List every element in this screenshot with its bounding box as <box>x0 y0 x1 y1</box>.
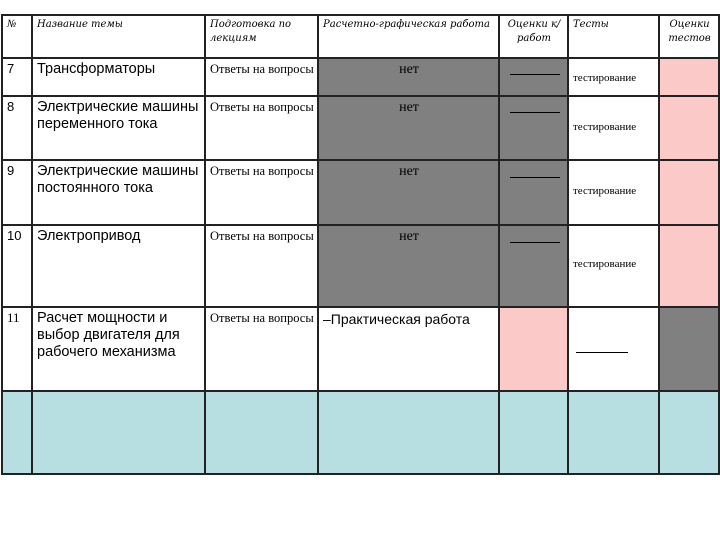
empty-cell <box>32 391 205 474</box>
topic-cell: Электрические машины переменного тока <box>32 96 205 160</box>
rgr-cell <box>318 225 499 307</box>
rgr-value: нет <box>399 100 419 115</box>
header-rgr: Расчетно-графическая работа <box>318 15 499 58</box>
tests-value: тестирование <box>573 258 637 270</box>
tests-cell <box>568 225 659 307</box>
empty-cell <box>499 391 568 474</box>
rgr-cell <box>318 58 499 96</box>
header-grades-tests: Оценки тестов <box>659 15 719 58</box>
empty-cell <box>205 391 318 474</box>
prep-cell: Ответы на вопросы <box>205 307 318 391</box>
dash-mark <box>510 74 560 75</box>
header-num: № <box>2 15 32 58</box>
tests-cell <box>568 58 659 96</box>
empty-cell <box>2 391 32 474</box>
grades-tests-cell <box>659 58 719 96</box>
rgr-value: нет <box>399 164 419 179</box>
empty-cell <box>568 391 659 474</box>
topic-cell: Расчет мощности и выбор двигателя для рабочего механизма <box>32 307 205 391</box>
dash-mark <box>576 352 628 353</box>
prep-cell: Ответы на вопросы <box>205 160 318 225</box>
table-row <box>2 58 719 96</box>
topic-cell: Трансформаторы <box>32 58 205 96</box>
grades-tests-cell <box>659 307 719 391</box>
grades-tests-cell <box>659 96 719 160</box>
tests-value: тестирование <box>573 121 637 133</box>
grades-tests-cell <box>659 160 719 225</box>
topic-cell: Электрические машины постоянного тока <box>32 160 205 225</box>
grades-work-cell <box>499 58 568 96</box>
topic-cell: Электропривод <box>32 225 205 307</box>
tests-value: тестирование <box>573 72 637 84</box>
table-row <box>2 225 719 307</box>
tests-value: тестирование <box>573 185 637 197</box>
dash-mark <box>510 242 560 243</box>
row-number: 10 <box>2 225 32 307</box>
topics-table <box>1 14 720 475</box>
table-row <box>2 160 719 225</box>
grades-work-cell <box>499 96 568 160</box>
row-number: 11 <box>2 307 32 391</box>
tests-cell <box>568 96 659 160</box>
header-tests: Тесты <box>568 15 659 58</box>
header-grades-work: Оценки к/работ <box>499 15 568 58</box>
rgr-value: нет <box>399 229 419 244</box>
header-prep: Подготовка по лекциям <box>205 15 318 58</box>
row-number: 7 <box>2 58 32 96</box>
prep-cell: Ответы на вопросы <box>205 58 318 96</box>
dash-mark <box>510 112 560 113</box>
rgr-cell: –Практическая работа <box>318 307 499 391</box>
prep-cell: Ответы на вопросы <box>205 225 318 307</box>
table-row <box>2 96 719 160</box>
header-row <box>2 15 719 58</box>
rgr-cell <box>318 96 499 160</box>
header-topic: Название темы <box>32 15 205 58</box>
rgr-value: нет <box>399 62 419 77</box>
row-number: 9 <box>2 160 32 225</box>
grades-tests-cell <box>659 225 719 307</box>
row-number: 8 <box>2 96 32 160</box>
grades-work-cell <box>499 225 568 307</box>
empty-cell <box>318 391 499 474</box>
tests-cell <box>568 160 659 225</box>
prep-cell: Ответы на вопросы <box>205 96 318 160</box>
tests-cell <box>568 307 659 391</box>
empty-cell <box>659 391 719 474</box>
rgr-cell <box>318 160 499 225</box>
grades-work-cell <box>499 160 568 225</box>
grades-work-cell <box>499 307 568 391</box>
dash-mark <box>510 177 560 178</box>
table-row-empty <box>2 391 719 474</box>
table-row <box>2 307 719 391</box>
